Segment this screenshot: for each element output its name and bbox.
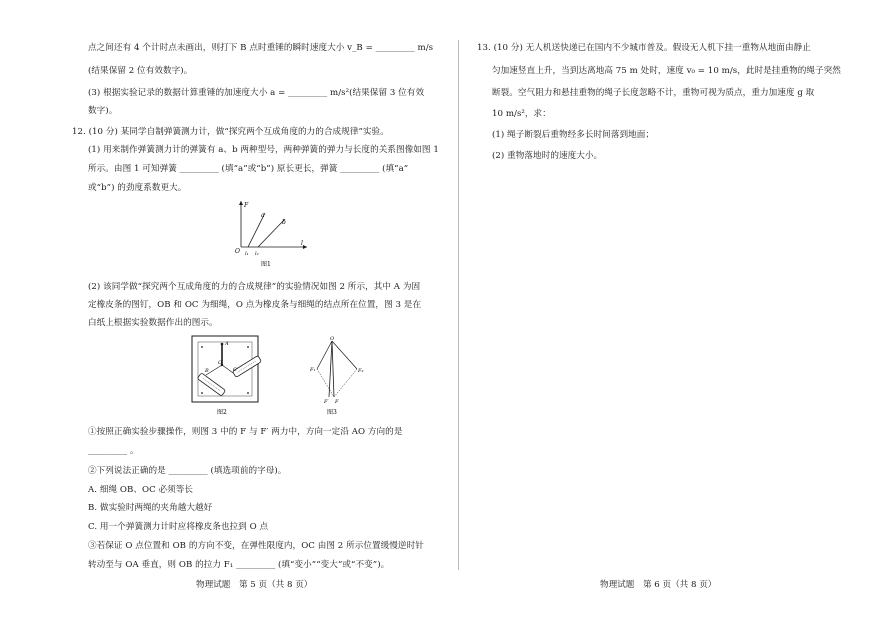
text-line: (1) 用来制作弹簧测力计的弹簧有 a、b 两种型号，两种弹簧的弹力与长度的关系图像如图 1: [88, 145, 439, 155]
option-b: B. 做实验时两绳的夹角越大越好: [88, 503, 213, 513]
text-line: (结果保留 2 位有效数字)。: [88, 66, 193, 76]
pin-corner: [201, 392, 203, 394]
text-line: 点之间还有 4 个计时点未画出，则打下 B 点时重锤的瞬时速度大小 v_B = _________ m/s: [88, 43, 434, 53]
text-line: 10 m/s²，求：: [492, 109, 551, 119]
figure-3-force-diagram: [295, 335, 370, 417]
label-b: B: [205, 368, 209, 374]
text-line: 白纸上根据实验数据作出的图示。: [88, 318, 218, 328]
text-line: 或“b”) 的劲度系数更大。: [88, 183, 187, 193]
label-f1: F₁: [310, 367, 316, 373]
line-b-label: b: [282, 219, 286, 226]
text-line: _________ 。: [88, 446, 139, 456]
label-o: O: [330, 336, 335, 342]
exam-page-6: [458, 0, 870, 630]
sub-question-2: (2) 重物落地时的速度大小。: [492, 151, 603, 161]
figure-2-apparatus: [176, 333, 276, 417]
force-f-prime: [329, 341, 332, 397]
pin-corner: [247, 346, 249, 348]
figure-1-graph: [225, 197, 310, 272]
tick-l1: l₁: [245, 251, 249, 257]
text-line: 定橡皮条的图钉，OB 和 OC 为细绳，O 点为橡皮条与细绳的结点所在位置，图 3 是在: [88, 300, 422, 310]
question-13-title: 13. (10 分) 无人机送快递已在国内不少城市普及。假设无人机下挂一重物从地面由静止: [477, 43, 811, 53]
option-a: A. 细绳 OB、OC 必须等长: [88, 485, 194, 495]
text-line: 所示。由图 1 可知弹簧 _________ (填“a”或“b”) 原长更长，弹簧 _________ (填“a”: [88, 164, 409, 174]
label-o: O: [218, 360, 223, 366]
figure-2-caption: 图2: [217, 409, 227, 416]
y-axis-arrow: [239, 201, 243, 205]
line-b: [258, 219, 285, 247]
text-line: 数字)。: [88, 106, 118, 116]
origin-label: O: [235, 248, 240, 255]
text-line: (3) 根据实验记录的数据计算重锤的加速度大小 a = _________ m/s²(结果保留 3 位有效: [88, 88, 425, 98]
text-line: ②下列说法正确的是 _________ (填选项前的字母)。: [88, 466, 287, 476]
tick-l2: l₂: [255, 251, 259, 257]
text-line: 转动至与 OA 垂直，则 OB 的拉力 F₁ _________ (填“变小”“变大”或“不变”)。: [88, 560, 390, 570]
text-line: ①按照正确实验步骤操作，则图 3 中的 F 与 F′ 两力中，方向一定沿 AO 方向的是: [88, 427, 403, 437]
force-f2: [332, 341, 357, 369]
text-line: 匀加速竖直上升，当到达离地高 75 m 处时，速度 v₀ = 10 m/s，此时是挂重物的绳子突然: [492, 66, 841, 76]
label-f-prime: F′: [324, 399, 329, 405]
label-f: F: [335, 399, 339, 405]
force-f: [332, 341, 334, 397]
pin-corner: [201, 346, 203, 348]
question-12-title: 12. (10 分) 某同学自制弹簧测力计，做“探究两个互成角度的力的合成规律”实验。: [72, 127, 389, 137]
text-line: ③若保证 O 点位置和 OB 的方向不变，在弹性限度内，OC 由图 2 所示位置缓慢逆时针: [88, 541, 424, 551]
page-footer-5: 物理试题 第 5 页（共 8 页）: [196, 580, 313, 590]
page-footer-6: 物理试题 第 6 页（共 8 页）: [600, 580, 717, 590]
label-f2: F₂: [358, 368, 364, 374]
figure-3-caption: 图3: [327, 409, 337, 416]
text-line: 断裂。空气阻力和悬挂重物的绳子长度忽略不计，重物可视为质点，重力加速度 g 取: [492, 88, 815, 98]
axis-label-f: F: [244, 202, 249, 209]
line-a-label: a: [261, 212, 265, 219]
label-c: C: [233, 367, 237, 373]
sub-question-1: (1) 绳子断裂后重物经多长时间落到地面；: [492, 130, 655, 140]
parallelogram-side: [334, 369, 357, 397]
x-axis-arrow: [303, 245, 307, 249]
axis-label-l: l: [301, 240, 303, 247]
text-line: (2) 该同学做“探究两个互成角度的力的合成规律”的实验情况如图 2 所示，其中 A 为固: [88, 282, 421, 292]
option-c: C. 用一个弹簧测力计时应将橡皮条也拉到 O 点: [88, 522, 269, 532]
force-f1: [317, 341, 332, 369]
parallelogram-side: [317, 369, 334, 397]
label-a: A: [225, 341, 229, 347]
pin-corner: [247, 392, 249, 394]
figure-1-caption: 图1: [261, 261, 271, 268]
